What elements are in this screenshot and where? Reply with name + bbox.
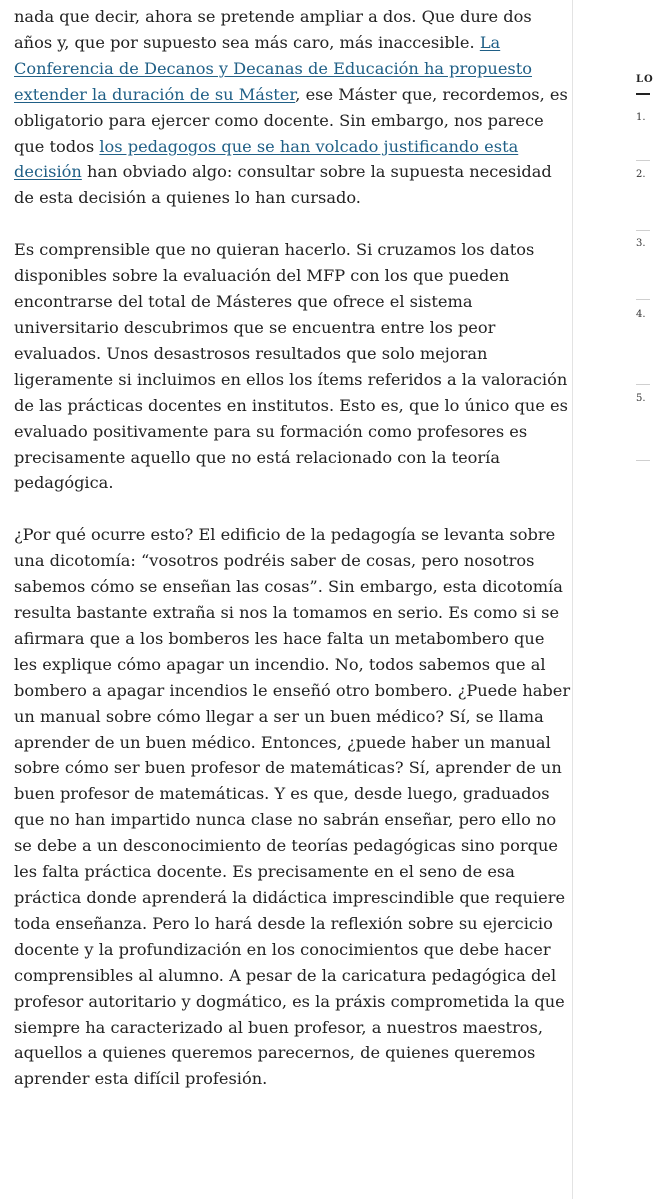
- sidebar-divider: [636, 460, 650, 461]
- sidebar-item-5[interactable]: 5.: [636, 393, 646, 404]
- sidebar-divider: [636, 299, 650, 300]
- sidebar-divider: [636, 160, 650, 161]
- text-segment: , ese Máster que, recordemos, es obligatorio para ejercer como docente. Sin embargo, nos parece que todos: [14, 84, 568, 156]
- paragraph: [14, 237, 572, 496]
- sidebar-item-4[interactable]: 4.: [636, 309, 646, 320]
- sidebar-item-1[interactable]: 1.: [636, 112, 646, 123]
- article-body: [14, 4, 572, 1118]
- paragraph: [14, 522, 572, 1092]
- sidebar-heading: LO: [636, 74, 654, 85]
- most-read-sidebar: [572, 0, 654, 1199]
- text-segment: nada que decir, ahora se pretende ampliar a dos. Que dure dos años y, que por supuesto sea más caro, más inaccesible.: [14, 7, 532, 52]
- text-segment: han obviado algo: consultar sobre la supuesta necesidad de esta decisión a quienes lo han cursado.: [14, 162, 552, 208]
- sidebar-item-2[interactable]: 2.: [636, 169, 646, 180]
- sidebar-item-3[interactable]: 3.: [636, 238, 646, 249]
- text-segment: Es comprensible que no quieran hacerlo. Si cruzamos los datos disponibles sobre la evaluación del MFP con los que pueden encontrarse del total de Másteres que ofrece el sistema universitario descubrimos que se encuentra entre los peor evaluados. Unos desastrosos resultados que solo mejoran ligeramente si incluimos en ellos los ítems referidos a la valoración de las prácticas docentes en institutos. Esto es, que lo único que es evaluado positivamente para su formación como profesores es precisamente aquello que no está relacionado con la teoría pedagógica.: [14, 240, 568, 493]
- paragraph: [14, 4, 572, 211]
- decanos-proposal-link[interactable]: La Conferencia de Decanos y Decanas de Educación ha propuesto extender la duración de su Máster: [14, 32, 532, 104]
- sidebar-divider: [636, 230, 650, 231]
- pedagogos-justification-link[interactable]: los pedagogos que se han volcado justificando esta decisión: [14, 136, 519, 182]
- text-segment: ¿Por qué ocurre esto? El edificio de la pedagogía se levanta sobre una dicotomía: “vosotros podréis saber de cosas, pero nosotros sabemos cómo se enseñan las cosas”. Sin embargo, esta dicotomía resulta bastante extraña si nos la tomamos en serio. Es como si se afirmara que a los bomberos les hace falta un metabombero que les explique cómo apagar un incendio. No, todos sabemos que al bombero a apagar incendios le enseñó otro bombero. ¿Puede haber un manual sobre cómo llegar a ser un buen médico? Sí, se llama aprender de un buen médico. Entonces, ¿puede haber un manual sobre cómo ser buen profesor de matemáticas? Sí, aprender de un buen profesor de matemáticas. Y es que, desde luego, graduados que no han impartido nunca clase no sabrán enseñar, pero ello no se debe a un desconocimiento de teorías pedagógicas sino porque les falta práctica docente. Es precisamente en el seno de esa práctica donde aprenderá la didáctica imprescindible que requiere toda enseñanza. Pero lo hará desde la reflexión sobre su ejercicio docente y la profundización en los conocimientos que debe hacer comprensibles al alumno. A pesar de la caricatura pedagógica del profesor autoritario y dogmático, es la práxis comprometida la que siempre ha caracterizado al buen profesor, a nuestros maestros, aquellos a quienes queremos parecernos, de quienes queremos aprender esta difícil profesión.: [14, 525, 571, 1089]
- sidebar-divider: [636, 384, 650, 385]
- sidebar-heading-rule: [636, 93, 650, 95]
